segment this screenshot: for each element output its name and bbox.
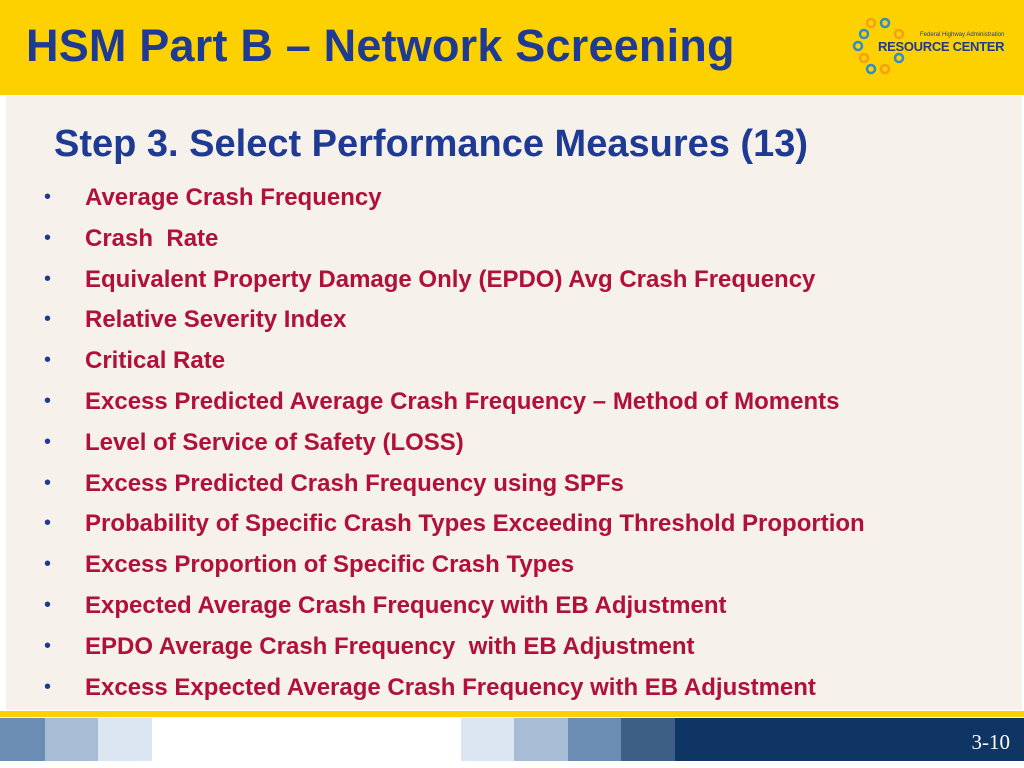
footer-color-block [461, 718, 514, 761]
bullet-icon: • [44, 389, 52, 412]
bullet-text: Average Crash Frequency [85, 184, 382, 211]
slide-subtitle: Step 3. Select Performance Measures (13) [54, 123, 809, 165]
bullet-text: Excess Predicted Crash Frequency using SPFs [85, 469, 624, 497]
bullet-text: Excess Predicted Average Crash Frequency – Method of Moments [85, 387, 840, 415]
footer-color-block [98, 718, 152, 761]
bullet-text: Relative Severity Index [85, 306, 347, 334]
footer-color-block [0, 718, 45, 761]
bullet-icon: • [44, 226, 52, 249]
footer-divider [0, 711, 1024, 717]
bullet-icon: • [44, 308, 52, 331]
bullet-text: Critical Rate [85, 347, 226, 375]
slide-number: 3-10 [971, 730, 1010, 754]
footer-color-block [621, 718, 675, 761]
bullet-icon: • [44, 430, 52, 453]
bullet-icon: • [44, 186, 52, 208]
bullet-text: Excess Expected Average Crash Frequency with EB Adjustment [85, 673, 816, 701]
bullet-text: EPDO Average Crash Frequency with EB Adjustment [85, 632, 695, 660]
bullet-icon: • [44, 593, 52, 616]
bullet-icon: • [44, 471, 52, 494]
footer-color-block [152, 718, 461, 761]
bullet-text: Equivalent Property Damage Only (EPDO) Avg Crash Frequency [85, 265, 816, 293]
bullet-icon: • [44, 267, 52, 290]
footer-color-block [568, 718, 621, 761]
bullet-icon: • [44, 349, 52, 372]
logo-name-text: RESOURCE CENTER [878, 39, 1005, 54]
bullet-text: Crash Rate [85, 224, 219, 252]
bullet-text: Probability of Specific Crash Types Exceeding Threshold Proportion [85, 510, 865, 538]
resource-center-logo [852, 16, 1012, 76]
bullet-text: Excess Proportion of Specific Crash Types [85, 551, 575, 579]
footer-bar [0, 718, 1024, 768]
bullet-icon: • [44, 634, 52, 657]
footer-color-block [45, 718, 98, 761]
bullet-text: Level of Service of Safety (LOSS) [85, 428, 464, 456]
slide-header-title: HSM Part B – Network Screening [26, 20, 735, 71]
header-bar [0, 0, 1024, 95]
bullet-text: Expected Average Crash Frequency with EB Adjustment [85, 591, 727, 619]
bullet-icon: • [44, 553, 52, 576]
footer-color-block [514, 718, 568, 761]
logo-agency-text: Federal Highway Administration [920, 32, 1005, 38]
bullet-icon: • [44, 512, 52, 535]
bullet-icon: • [44, 675, 52, 698]
